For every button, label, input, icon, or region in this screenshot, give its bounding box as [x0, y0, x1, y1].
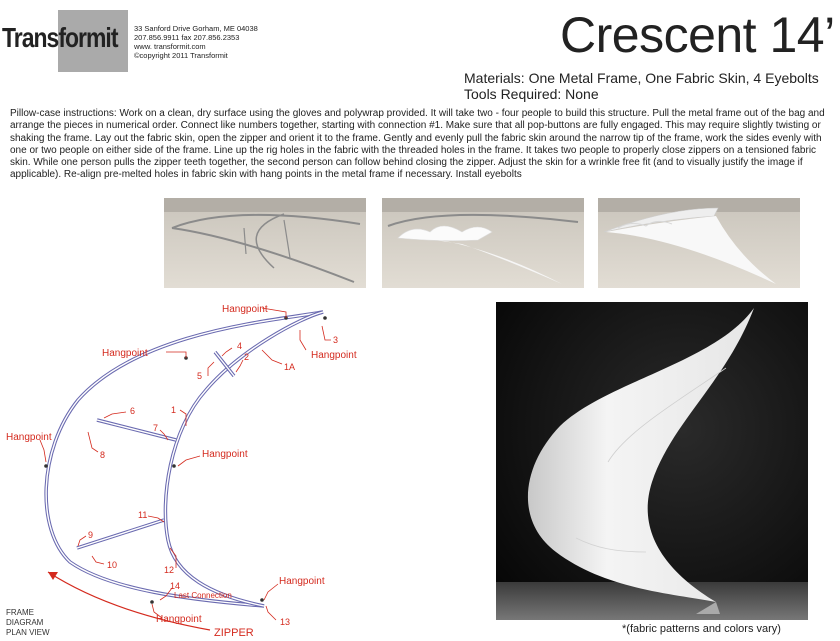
- page-title: Crescent 14’: [560, 7, 835, 63]
- connection-number: 11: [138, 510, 148, 520]
- connection-number: 10: [107, 560, 118, 570]
- connection-number: 1: [171, 405, 177, 415]
- copyright-line: ©copyright 2011 Transformit: [134, 51, 228, 60]
- tools-line: Tools Required: None: [464, 86, 599, 102]
- photo-finished-structure: [496, 302, 808, 620]
- address-line: 33 Sanford Drive Gorham, ME 04038: [134, 24, 258, 33]
- caption: *(fabric patterns and colors vary): [622, 623, 781, 635]
- connection-number: 5: [197, 371, 203, 381]
- zipper-label: ZIPPER: [214, 627, 254, 639]
- connection-number: 3: [333, 335, 339, 345]
- connection-number: 8: [100, 450, 106, 460]
- hangpoint-label: Hangpoint: [311, 350, 357, 361]
- hangpoint-label: Hangpoint: [6, 432, 52, 443]
- connection-number: 12: [164, 565, 175, 575]
- connection-number: 6: [130, 406, 136, 416]
- connection-number: 1A: [284, 362, 296, 372]
- photo-skin-covered: [598, 198, 800, 288]
- phone-line: 207.856.9911 fax 207.856.2353: [134, 33, 240, 42]
- website-line: www. transformit.com: [134, 42, 206, 51]
- hangpoint-label: Hangpoint: [102, 348, 148, 359]
- plan-label-line: PLAN VIEW: [6, 628, 50, 637]
- connection-number: 14: [170, 581, 181, 591]
- hangpoint-label: Hangpoint: [156, 614, 202, 625]
- materials-line: Materials: One Metal Frame, One Fabric Skin, 4 Eyebolts: [464, 70, 819, 86]
- frame-diagram: [0, 296, 480, 641]
- address-block: [134, 24, 258, 60]
- connection-number: 9: [88, 530, 94, 540]
- materials-block: [464, 70, 819, 102]
- hangpoint-label: Hangpoint: [279, 576, 325, 587]
- photo-frame-assembled: [164, 198, 366, 288]
- logo: Transformit: [2, 22, 118, 53]
- connection-number: 13: [280, 617, 291, 627]
- hangpoint-label: Hangpoint: [222, 304, 268, 315]
- plan-label-line: FRAME: [6, 608, 34, 617]
- instructions-text: Pillow-case instructions: Work on a clean, dry surface using the gloves and polywrap provided. It will take two - four people to build this structure. Pull the metal frame out of the bag and arrange the pieces in numerical order. Connect like numbers together, starting with connection #1. Make sure that all pop-buttons are fully engaged. This may require slightly twisting or shaking the frame. Lay out the fabric skin, open the zipper and orient it to the frame. Gently and evenly pull the fabric skin around the narrow tip of the frame, work the sides evenly with one or two people on either side of the frame. Line up the rig holes in the fabric with the threaded holes in the frame. It takes two people to properly close zippers on a tensioned fabric skin. While one person pulls the zipper teeth together, the second person can follow behind closing the zipper. Adjust the skin for a wrinkle free fit (and to visually justify the image if applicable). Re-align pre-melted holes in fabric skin with hang points in the metal frame if necessary. Install eyebolts: [10, 108, 825, 181]
- last-connection-label: Last Connection: [174, 591, 232, 600]
- hangpoint-label: Hangpoint: [202, 449, 248, 460]
- connection-number: 4: [237, 341, 243, 351]
- connection-number: 2: [244, 352, 250, 362]
- photo-skin-partial: [382, 198, 584, 288]
- plan-view-label: [6, 608, 50, 638]
- connection-number: 7: [153, 423, 159, 433]
- plan-label-line: DIAGRAM: [6, 618, 44, 627]
